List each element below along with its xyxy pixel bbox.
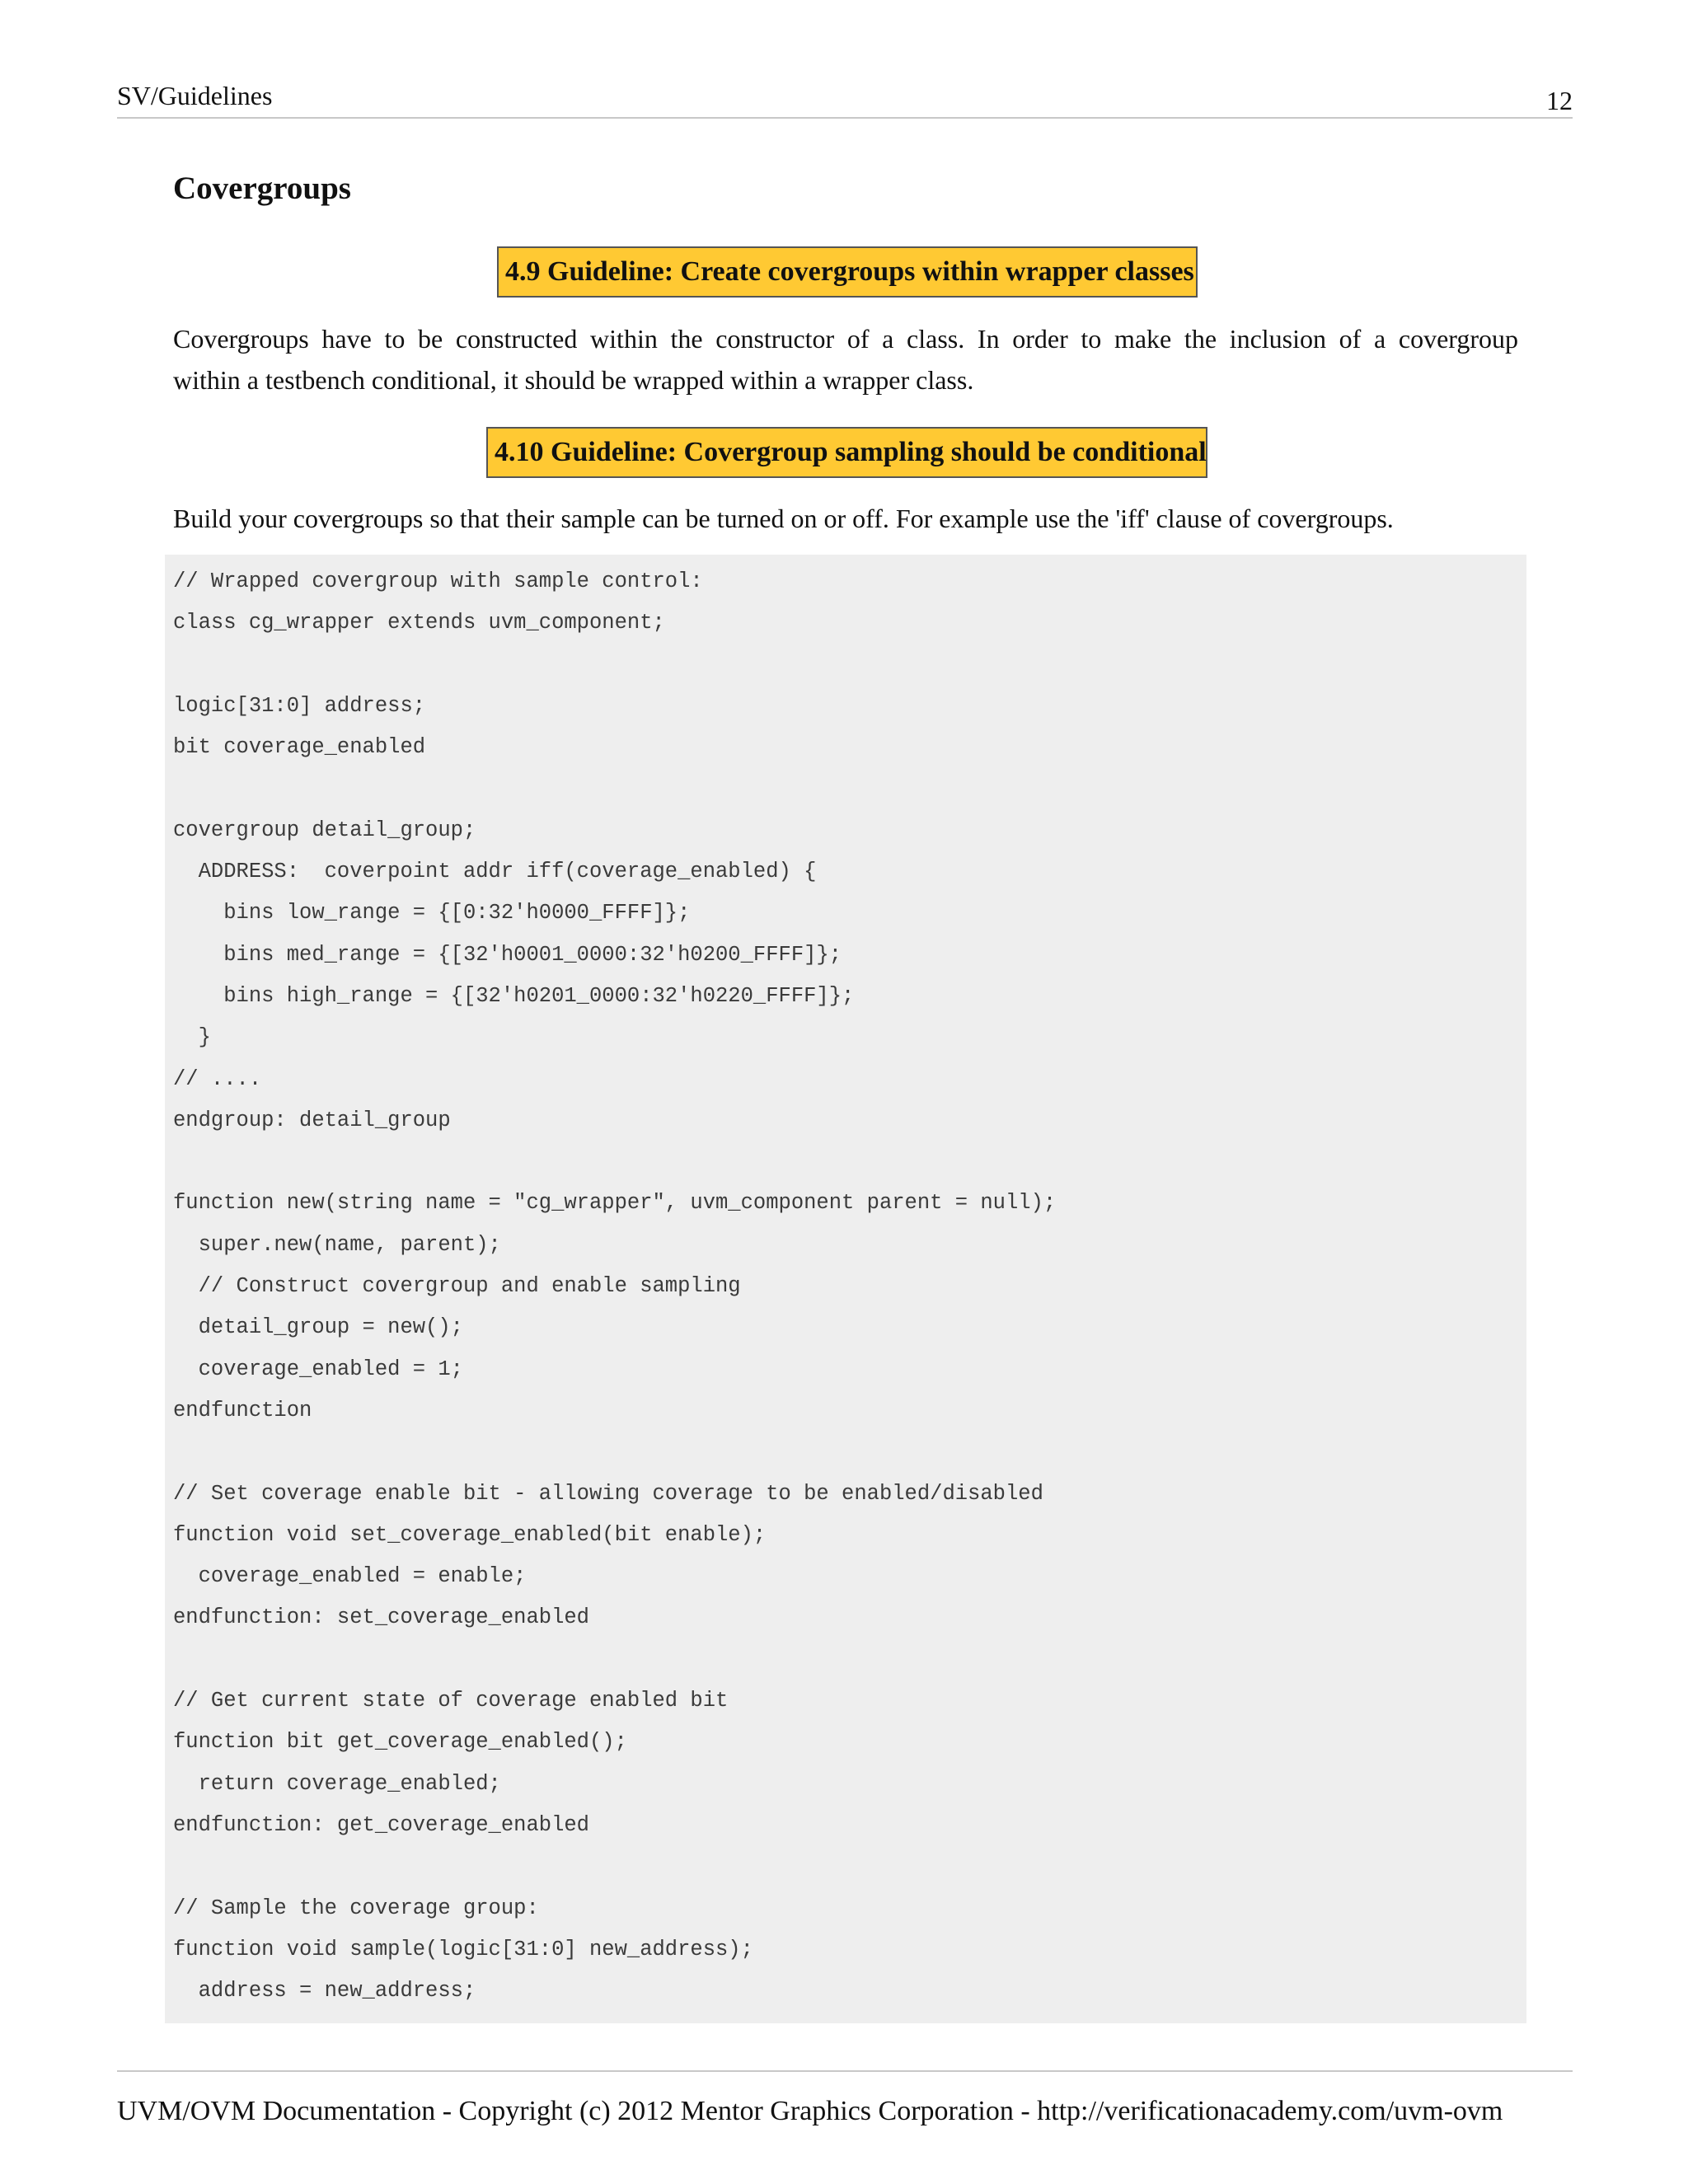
guideline-box-4-10: 4.10 Guideline: Covergroup sampling should be conditional xyxy=(486,427,1207,478)
section-title: Covergroups xyxy=(173,171,351,206)
page-header xyxy=(117,79,1573,119)
paragraph-line: within a testbench conditional, it should be wrapped within a wrapper class. xyxy=(173,365,974,395)
paragraph-wrapper-classes xyxy=(173,318,1518,401)
paragraph-line: Covergroups have to be constructed within the constructor of a class. In order to make the inclusion of a covergroup xyxy=(173,324,1518,354)
paragraph-conditional-sampling: Build your covergroups so that their sample can be turned on or off. For example use the 'iff' clause of covergroups. xyxy=(173,504,1394,533)
running-title: SV/Guidelines xyxy=(117,81,273,110)
page-footer: UVM/OVM Documentation - Copyright (c) 2012 Mentor Graphics Corporation - http://verificationacademy.com/uvm-ovm xyxy=(117,2070,1573,2130)
page-number: 12 xyxy=(1546,86,1573,115)
guideline-box-4-9: 4.9 Guideline: Create covergroups within wrapper classes xyxy=(497,246,1198,298)
code-listing: // Wrapped covergroup with sample control: class cg_wrapper extends uvm_component; logic[31:0] address; bit coverage_enabled covergroup detail_group; ADDRESS: coverpoint addr iff(coverage_enabled) { bins low_range = {[0:32'h0000_FFFF]}; bins med_range = {[32'h0001_0000:32'h0200_FFFF]}; bins high_range = {[32'h0201_0000:32'h0220_FFFF]}; } // .... endgroup: detail_group function new(string name = "cg_wrapper", uvm_component parent = null); super.new(name, parent); // Construct covergroup and enable sampling detail_group = new(); coverage_enabled = 1; endfunction // Set coverage enable bit - allowing coverage to be enabled/disabled function void set_coverage_enabled(bit enable); coverage_enabled = enable; endfunction: set_coverage_enabled // Get current state of coverage enabled bit function bit get_coverage_enabled(); return coverage_enabled; endfunction: get_coverage_enabled // Sample the coverage group: function void sample(logic[31:0] new_address); address = new_address; xyxy=(165,555,1526,2023)
